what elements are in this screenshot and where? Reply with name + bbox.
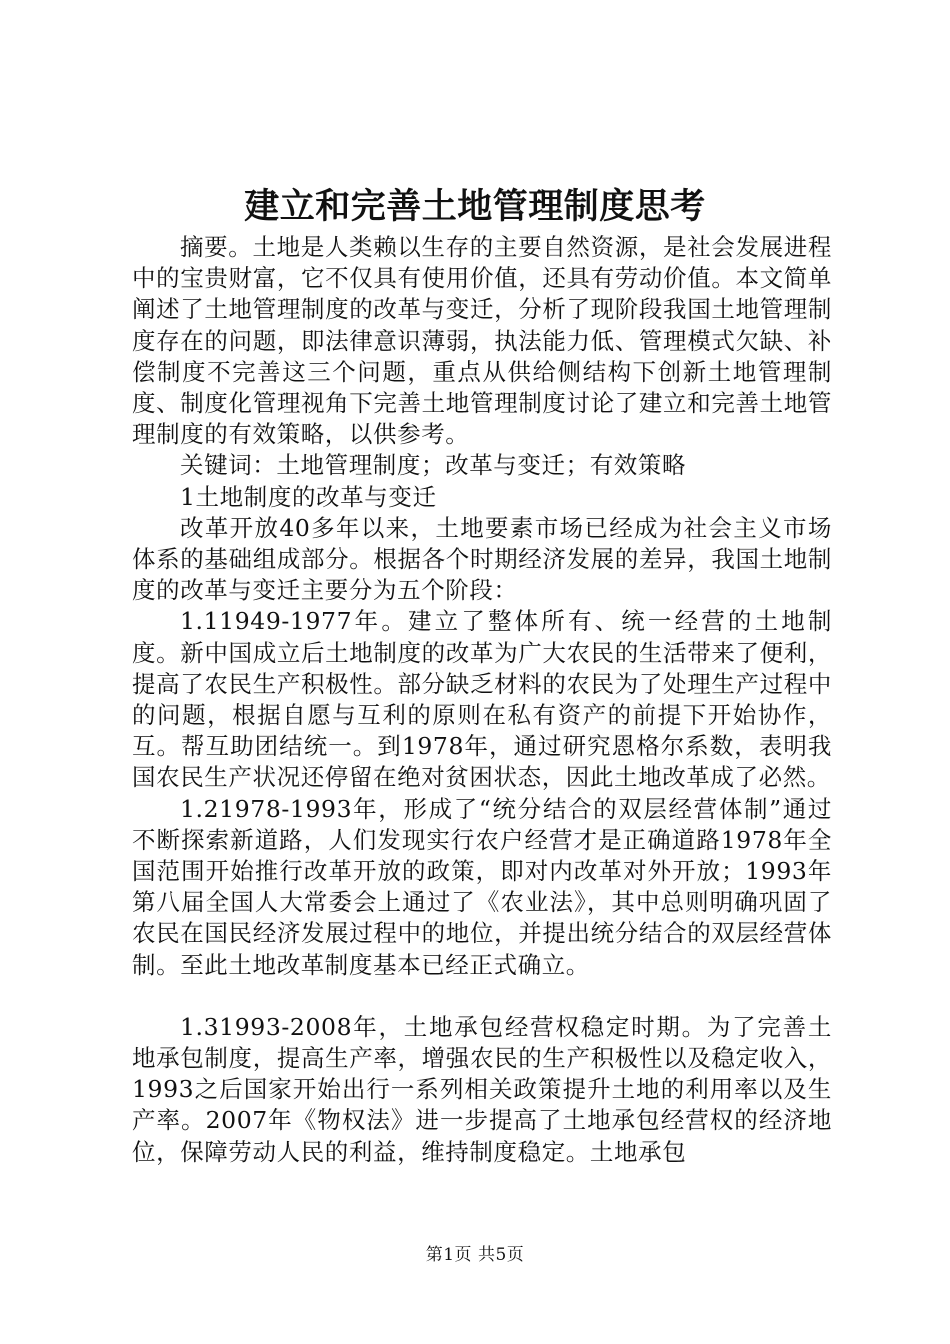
section-intro-paragraph: 改革开放40多年以来，土地要素市场已经成为社会主义市场体系的基础组成部分。根据各个时期经济发展的差异，我国土地制度的改革与变迁主要分为五个阶段：	[132, 513, 832, 605]
keywords-paragraph: 关键词：土地管理制度；改革与变迁；有效策略	[180, 451, 687, 480]
page-footer: 第1页 共5页	[425, 1245, 525, 1265]
stage-3-paragraph: 1.31993-2008年，土地承包经营权稳定时期。为了完善土地承包制度，提高生产率，增强农民的生产积极性以及稳定收入，1993之后国家开始出行一系列相关政策提升土地的利用率以及生产率。2007年《物权法》进一步提高了土地承包经营权的经济地位，保障劳动人民的利益，维持制度稳定。土地承包	[132, 1012, 832, 1166]
abstract-paragraph: 摘要。土地是人类赖以生存的主要自然资源，是社会发展进程中的宝贵财富，它不仅具有使用价值，还具有劳动价值。本文简单阐述了土地管理制度的改革与变迁，分析了现阶段我国土地管理制度存在的问题，即法律意识薄弱，执法能力低、管理模式欠缺、补偿制度不完善这三个问题，重点从供给侧结构下创新土地管理制度、制度化管理视角下完善土地管理制度讨论了建立和完善土地管理制度的有效策略，以供参考。	[132, 233, 832, 449]
document-title: 建立和完善土地管理制度思考	[244, 186, 706, 227]
stage-1-paragraph: 1.11949-1977年。建立了整体所有、统一经营的土地制度。新中国成立后土地制度的改革为广大农民的生活带来了便利，提高了农民生产积极性。部分缺乏材料的农民为了处理生产过程中的问题，根据自愿与互利的原则在私有资产的前提下开始协作，互。帮互助团结统一。到1978年，通过研究恩格尔系数，表明我国农民生产状况还停留在绝对贫困状态，因此土地改革成了必然。	[132, 607, 832, 792]
section-heading: 1土地制度的改革与变迁	[180, 482, 437, 511]
document-body	[132, 232, 832, 1168]
stage-2-paragraph: 1.21978-1993年，形成了“统分结合的双层经营体制”通过不断探索新道路，人们发现实行农户经营才是正确道路1978年全国范围开始推行改革开放的政策，即对内改革对外开放；1993年第八届全国人大常委会上通过了《农业法》，其中总则明确巩固了农民在国民经济发展过程中的地位，并提出统分结合的双层经营体制。至此土地改革制度基本已经正式确立。	[132, 794, 832, 979]
